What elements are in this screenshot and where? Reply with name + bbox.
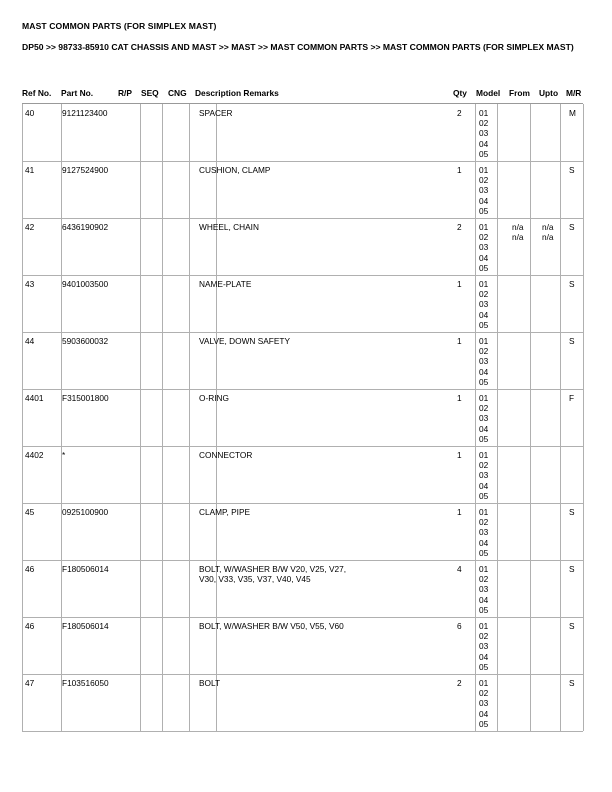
breadcrumb: DP50 >> 98733-85910 CAT CHASSIS AND MAST >> MAST >> MAST COMMON PARTS >> MAST COMMON PARTS (FOR SIMPLEX MAST) (22, 42, 574, 52)
model-code: 04 (479, 423, 489, 434)
table-row (22, 275, 583, 333)
cell-divider (560, 389, 561, 446)
cell-divider (475, 446, 476, 503)
cell-divider (560, 617, 561, 674)
description: BOLT, W/WASHER B/W V50, V55, V60 (199, 621, 344, 631)
cell-divider (497, 389, 498, 446)
cell-divider (140, 275, 141, 332)
table-row (22, 332, 583, 390)
upto-list (542, 222, 554, 242)
table-row (22, 503, 583, 561)
part-no: F315001800 (62, 393, 109, 403)
mr-code: S (569, 678, 575, 688)
cell-divider (583, 104, 584, 161)
cell-divider (189, 560, 190, 617)
model-code: 05 (479, 604, 489, 615)
cell-divider (475, 503, 476, 560)
model-code: 05 (479, 718, 489, 729)
model-code: 02 (479, 232, 489, 243)
header-upto: Upto (539, 88, 559, 98)
header-part-no: Part No. (61, 88, 94, 98)
header-description: Description Remarks (195, 88, 279, 98)
description: CLAMP, PIPE (199, 507, 251, 517)
from-value: n/a (512, 232, 524, 243)
cell-divider (530, 446, 531, 503)
cell-divider (140, 503, 141, 560)
cell-divider (22, 275, 23, 332)
cell-divider (162, 332, 163, 389)
cell-divider (475, 389, 476, 446)
cell-divider (162, 503, 163, 560)
cell-divider (475, 617, 476, 674)
model-code: 01 (479, 507, 489, 517)
mr-code: S (569, 222, 575, 232)
page-title: MAST COMMON PARTS (FOR SIMPLEX MAST) (22, 21, 217, 31)
model-code: 03 (479, 356, 489, 367)
cell-divider (497, 560, 498, 617)
model-code: 04 (479, 708, 489, 719)
model-code: 02 (479, 175, 489, 186)
cell-divider (530, 104, 531, 161)
cell-divider (497, 104, 498, 161)
cell-divider (140, 332, 141, 389)
cell-divider (140, 446, 141, 503)
model-code: 03 (479, 698, 489, 709)
header-from: From (509, 88, 530, 98)
cell-divider (497, 332, 498, 389)
model-code: 03 (479, 470, 489, 481)
qty: 6 (457, 621, 462, 631)
cell-divider (560, 332, 561, 389)
cell-divider (497, 503, 498, 560)
model-list (479, 279, 488, 330)
upto-value: n/a (542, 222, 554, 232)
cell-divider (530, 560, 531, 617)
cell-divider (560, 104, 561, 161)
ref-no: 46 (25, 621, 35, 631)
qty: 2 (457, 678, 462, 688)
cell-divider (530, 275, 531, 332)
qty: 2 (457, 108, 462, 118)
model-code: 01 (479, 222, 489, 232)
model-list (479, 165, 488, 216)
part-no: 9127524900 (62, 165, 109, 175)
cell-divider (560, 674, 561, 731)
cell-divider (22, 104, 23, 161)
ref-no: 42 (25, 222, 35, 232)
cell-divider (22, 560, 23, 617)
header-ref-no: Ref No. (22, 88, 52, 98)
part-no: 0925100900 (62, 507, 109, 517)
model-code: 05 (479, 433, 489, 444)
model-code: 01 (479, 279, 489, 289)
cell-divider (497, 161, 498, 218)
cell-divider (583, 503, 584, 560)
model-code: 01 (479, 450, 489, 460)
model-code: 01 (479, 165, 489, 175)
model-list (479, 393, 488, 444)
header-seq: SEQ (141, 88, 159, 98)
cell-divider (162, 674, 163, 731)
model-code: 04 (479, 480, 489, 491)
cell-divider (560, 560, 561, 617)
qty: 1 (457, 279, 462, 289)
qty: 2 (457, 222, 462, 232)
model-code: 02 (479, 574, 489, 585)
ref-no: 4402 (25, 450, 44, 460)
cell-divider (189, 218, 190, 275)
cell-divider (497, 617, 498, 674)
ref-no: 44 (25, 336, 35, 346)
cell-divider (560, 503, 561, 560)
cell-divider (22, 617, 23, 674)
model-code: 04 (479, 366, 489, 377)
model-list (479, 108, 488, 159)
table-row (22, 104, 583, 162)
cell-divider (530, 503, 531, 560)
header-qty: Qty (453, 88, 467, 98)
model-code: 05 (479, 661, 489, 672)
cell-divider (162, 560, 163, 617)
cell-divider (583, 218, 584, 275)
cell-divider (475, 560, 476, 617)
cell-divider (189, 275, 190, 332)
ref-no: 41 (25, 165, 35, 175)
model-code: 05 (479, 319, 489, 330)
cell-divider (560, 275, 561, 332)
part-no: F180506014 (62, 564, 109, 574)
model-code: 02 (479, 289, 489, 300)
model-code: 02 (479, 118, 489, 129)
cell-divider (530, 218, 531, 275)
cell-divider (22, 446, 23, 503)
cell-divider (140, 104, 141, 161)
cell-divider (22, 161, 23, 218)
qty: 1 (457, 450, 462, 460)
description: VALVE, DOWN SAFETY (199, 336, 290, 346)
model-list (479, 336, 488, 387)
cell-divider (140, 161, 141, 218)
cell-divider (583, 560, 584, 617)
cell-divider (189, 161, 190, 218)
part-no: 5903600032 (62, 336, 109, 346)
cell-divider (162, 161, 163, 218)
mr-code: M (569, 108, 576, 118)
ref-no: 45 (25, 507, 35, 517)
qty: 1 (457, 165, 462, 175)
model-code: 03 (479, 413, 489, 424)
cell-divider (560, 161, 561, 218)
table-row (22, 161, 583, 219)
model-code: 04 (479, 594, 489, 605)
cell-divider (475, 218, 476, 275)
cell-divider (189, 503, 190, 560)
model-code: 02 (479, 403, 489, 414)
mr-code: S (569, 336, 575, 346)
cell-divider (22, 218, 23, 275)
cell-divider (189, 674, 190, 731)
model-code: 05 (479, 547, 489, 558)
description: O-RING (199, 393, 229, 403)
cell-divider (560, 446, 561, 503)
model-code: 03 (479, 242, 489, 253)
model-code: 03 (479, 128, 489, 139)
cell-divider (189, 332, 190, 389)
model-code: 04 (479, 537, 489, 548)
cell-divider (497, 446, 498, 503)
cell-divider (140, 560, 141, 617)
header-mr: M/R (566, 88, 582, 98)
cell-divider (162, 104, 163, 161)
cell-divider (497, 674, 498, 731)
part-no: 9401003500 (62, 279, 109, 289)
cell-divider (162, 218, 163, 275)
model-code: 01 (479, 678, 489, 688)
cell-divider (530, 617, 531, 674)
cell-divider (475, 674, 476, 731)
qty: 1 (457, 336, 462, 346)
cell-divider (530, 389, 531, 446)
part-no: F103516050 (62, 678, 109, 688)
cell-divider (189, 617, 190, 674)
cell-divider (22, 389, 23, 446)
table-row (22, 617, 583, 675)
ref-no: 4401 (25, 393, 44, 403)
model-list (479, 507, 488, 558)
part-no: * (62, 450, 66, 460)
model-code: 05 (479, 490, 489, 501)
cell-divider (162, 275, 163, 332)
cell-divider (497, 218, 498, 275)
mr-code: S (569, 507, 575, 517)
model-code: 02 (479, 346, 489, 357)
mr-code: S (569, 279, 575, 289)
cell-divider (140, 617, 141, 674)
cell-divider (189, 389, 190, 446)
model-code: 05 (479, 148, 489, 159)
model-list (479, 222, 488, 273)
model-code: 02 (479, 517, 489, 528)
model-list (479, 450, 488, 501)
part-no: F180506014 (62, 621, 109, 631)
model-code: 04 (479, 651, 489, 662)
qty: 1 (457, 393, 462, 403)
cell-divider (162, 446, 163, 503)
cell-divider (530, 161, 531, 218)
table-row (22, 218, 583, 276)
model-code: 04 (479, 195, 489, 206)
cell-divider (22, 503, 23, 560)
ref-no: 40 (25, 108, 35, 118)
cell-divider (530, 674, 531, 731)
mr-code: F (569, 393, 575, 403)
model-list (479, 621, 488, 672)
model-code: 01 (479, 621, 489, 631)
table-row (22, 389, 583, 447)
model-code: 01 (479, 393, 489, 403)
cell-divider (583, 446, 584, 503)
cell-divider (475, 161, 476, 218)
table-row (22, 446, 583, 504)
cell-divider (140, 389, 141, 446)
model-code: 04 (479, 252, 489, 263)
header-model: Model (476, 88, 501, 98)
model-code: 01 (479, 108, 489, 118)
model-list (479, 678, 488, 729)
from-list (512, 222, 524, 242)
model-code: 03 (479, 527, 489, 538)
table-row (22, 560, 583, 618)
part-no: 9121123400 (62, 108, 108, 118)
mr-code: S (569, 165, 575, 175)
model-list (479, 564, 488, 615)
description: BOLT, W/WASHER B/W V20, V25, V27, V30, V33, V35, V37, V40, V45 (199, 564, 347, 585)
model-code: 04 (479, 138, 489, 149)
cell-divider (475, 275, 476, 332)
model-code: 02 (479, 688, 489, 699)
table-row (22, 674, 583, 732)
cell-divider (140, 218, 141, 275)
description: WHEEL, CHAIN (199, 222, 259, 232)
part-no: 6436190902 (62, 222, 109, 232)
upto-value: n/a (542, 232, 554, 243)
from-value: n/a (512, 222, 524, 232)
cell-divider (140, 674, 141, 731)
model-code: 05 (479, 376, 489, 387)
header-rp: R/P (118, 88, 132, 98)
ref-no: 43 (25, 279, 35, 289)
model-code: 05 (479, 205, 489, 216)
qty: 4 (457, 564, 462, 574)
qty: 1 (457, 507, 462, 517)
model-code: 02 (479, 631, 489, 642)
model-code: 01 (479, 564, 489, 574)
model-code: 03 (479, 641, 489, 652)
model-code: 03 (479, 584, 489, 595)
cell-divider (475, 104, 476, 161)
cell-divider (583, 617, 584, 674)
cell-divider (530, 332, 531, 389)
model-code: 03 (479, 299, 489, 310)
model-code: 04 (479, 309, 489, 320)
cell-divider (162, 389, 163, 446)
description: CONNECTOR (199, 450, 253, 460)
cell-divider (22, 674, 23, 731)
description: SPACER (199, 108, 233, 118)
model-code: 05 (479, 262, 489, 273)
mr-code: S (569, 621, 575, 631)
cell-divider (583, 389, 584, 446)
cell-divider (583, 674, 584, 731)
description: CUSHION, CLAMP (199, 165, 271, 175)
cell-divider (162, 617, 163, 674)
cell-divider (475, 332, 476, 389)
mr-code: S (569, 564, 575, 574)
model-code: 01 (479, 336, 489, 346)
model-code: 02 (479, 460, 489, 471)
cell-divider (583, 161, 584, 218)
description: BOLT (199, 678, 221, 688)
model-code: 03 (479, 185, 489, 196)
header-cng: CNG (168, 88, 187, 98)
cell-divider (189, 446, 190, 503)
cell-divider (560, 218, 561, 275)
ref-no: 46 (25, 564, 35, 574)
ref-no: 47 (25, 678, 35, 688)
cell-divider (583, 332, 584, 389)
cell-divider (497, 275, 498, 332)
description: NAME-PLATE (199, 279, 252, 289)
cell-divider (22, 332, 23, 389)
cell-divider (583, 275, 584, 332)
cell-divider (189, 104, 190, 161)
